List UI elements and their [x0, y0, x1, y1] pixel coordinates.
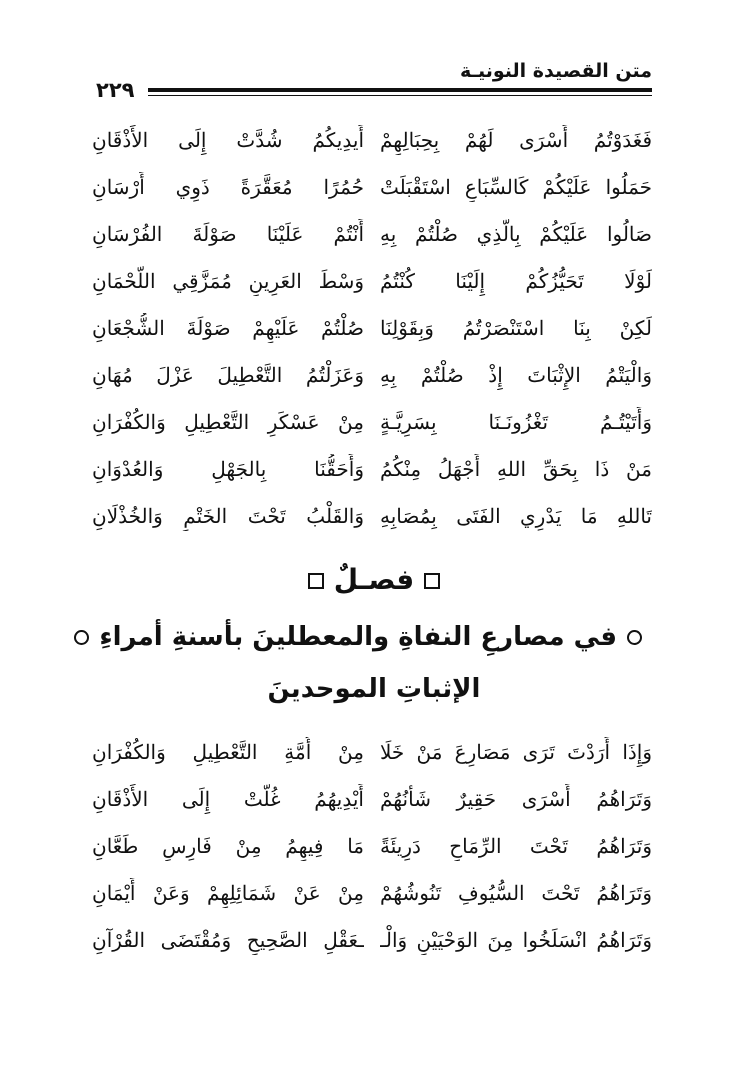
verse-first-half: وَتَرَاهُمُ تَحْتَ الرِّمَاحِ دَرِيئَةً — [380, 833, 652, 858]
verse-second-half: مِنْ عَسْكَرِ التَّعْطِيلِ وَالكُفْرَانِ — [92, 409, 364, 434]
circle-ornament-icon — [627, 630, 642, 645]
verse-first-half: مَنْ ذَا بِحَقِّ اللهِ أَجْهَلُ مِنْكُمُ — [380, 456, 652, 481]
verse — [92, 445, 652, 492]
verse — [92, 822, 652, 869]
verse-first-half: وَالْيَتْمُ الإِثْبَاتَ إِذْ صُلْتُمْ بِهِ — [380, 362, 652, 387]
circle-ornament-icon — [74, 630, 89, 645]
verse-second-half: مِنْ أُمَّةِ التَّعْطِيلِ وَالكُفْرَانِ — [92, 739, 364, 764]
verse-second-half: حُمُرًا مُعَقَّرَةً ذَوِي أَرْسَانِ — [92, 174, 364, 199]
verse — [92, 728, 652, 775]
page-header — [96, 58, 652, 102]
square-ornament-icon — [308, 573, 324, 589]
verse-second-half: ـعَقْلِ الصَّحِيحِ وَمُقْتَضَى القُرْآنِ — [92, 927, 364, 952]
verse-first-half: لَكِنْ بِنَا اسْتَنْصَرْتُمُ وَبِقَوْلِنَا — [380, 315, 652, 340]
verse-first-half: وَتَرَاهُمُ أَسْرَى حَقِيرٌ شَأْنُهُمْ — [380, 786, 652, 811]
verse-first-half: حَمَلُوا عَلَيْكُمْ كَالسِّبَاعِ اسْتَقْبَلَتْ — [380, 174, 652, 199]
square-ornament-icon — [424, 573, 440, 589]
verse-second-half: أَيْدِيهُمُ غُلَّتْ إِلَى الأَذْقَانِ — [92, 786, 364, 811]
page-number: ٢٢٩ — [96, 78, 135, 102]
verse — [92, 492, 652, 539]
verse-first-half: تَاللهِ مَا يَدْرِي الفَتَى بِمُصَابِهِ — [380, 503, 652, 528]
verse-first-half: صَالُوا عَلَيْكُمْ بِالَّذِي صُلْتُمْ بِهِ — [380, 221, 652, 246]
verse-second-half: صُلْتُمْ عَلَيْهِمْ صَوْلَةَ الشُّجْعَانِ — [92, 315, 364, 340]
verse-first-half: وَأَتَيْتُـمُ تَغْزُونَـنَا بِسَرِيَّـةٍ — [380, 409, 652, 434]
verse — [92, 304, 652, 351]
verse-second-half: مِنْ عَنْ شَمَائِلِهِمْ وَعَنْ أَيْمَانِ — [92, 880, 364, 905]
verse-second-half: وَالقَلْبُ تَحْتَ الخَتْمِ وَالخُذْلَانِ — [92, 503, 364, 528]
verse — [92, 257, 652, 304]
verse — [92, 116, 652, 163]
verse-second-half: وَعَزَلْتُمُ التَّعْطِيلَ عَزْلَ مُهَانِ — [92, 362, 364, 387]
verse-second-half: وَأَحَقُّنَا بِالجَهْلِ وَالعُدْوَانِ — [92, 456, 364, 481]
verse-first-half: فَغَدَوْتُمُ أَسْرَى لَهُمْ بِحِبَالِهِمْ — [380, 127, 652, 152]
verse — [92, 916, 652, 963]
verse — [92, 351, 652, 398]
verse — [92, 398, 652, 445]
section-heading — [96, 560, 652, 600]
running-title: متن القصيدة النونيـة — [459, 60, 652, 82]
verse-first-half: لَوْلَا تَحَيُّزُكُمْ إِلَيْنَا كُنْتُمُ — [380, 268, 652, 293]
poem-block-1 — [92, 116, 652, 539]
verse-first-half: وَإِذَا أَرَدْتَ تَرَى مَصَارِعَ مَنْ خَلَا — [380, 739, 652, 764]
verse — [92, 163, 652, 210]
poem-block-2 — [92, 728, 652, 963]
section-subheading-continued — [96, 670, 652, 708]
verse-second-half: أَيدِيكُمُ شُدَّتْ إِلَى الأَذْقَانِ — [92, 127, 364, 152]
verse-second-half: وَسْطَ العَرِينِ مُمَزَّقِي اللُّحْمَانِ — [92, 268, 364, 293]
subheading-line-1: في مصارعِ النفاةِ والمعطلينَ بأسنةِ أمراءِ — [99, 622, 617, 652]
verse — [92, 869, 652, 916]
header-rule-thin — [148, 95, 652, 96]
section-subheading — [96, 618, 652, 656]
verse-second-half: مَا فِيهِمُ مِنْ فَارِسٍ طَعَّانِ — [92, 833, 364, 858]
verse-first-half: وَتَرَاهُمُ انْسَلَخُوا مِنَ الوَحْيَيْنِ وَالْـ — [380, 927, 652, 952]
header-rule-thick — [148, 88, 652, 92]
section-title: فصـلٌ — [333, 563, 415, 596]
verse — [92, 775, 652, 822]
subheading-line-2: الإثباتِ الموحدينَ — [267, 674, 481, 704]
verse-second-half: أَنْتُمْ عَلَيْنَا صَوْلَةَ الفُرْسَانِ — [92, 221, 364, 246]
verse — [92, 210, 652, 257]
verse-first-half: وَتَرَاهُمُ تَحْتَ السُّيُوفِ تَنُوشُهُمْ — [380, 880, 652, 905]
